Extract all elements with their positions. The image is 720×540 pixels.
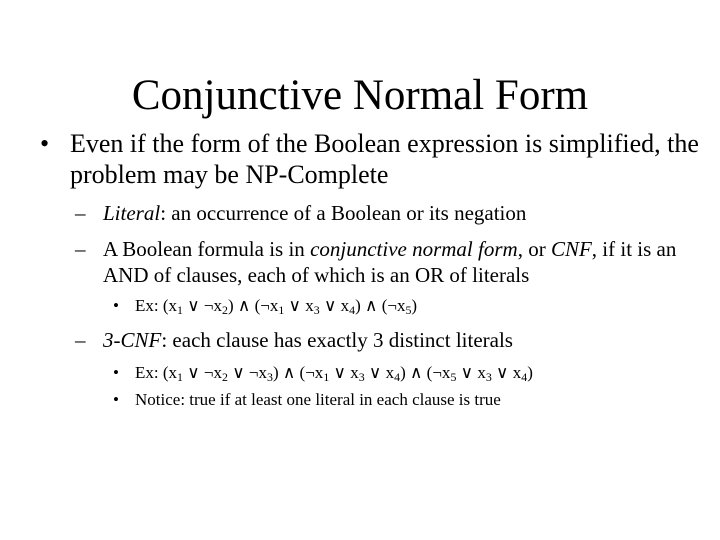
dash-marker: –	[75, 201, 86, 225]
dash-marker: –	[75, 328, 86, 352]
example-2-prefix: Ex:	[135, 363, 163, 382]
sub-bullet-marker: •	[113, 390, 119, 409]
three-cnf-definition: : each clause has exactly 3 distinct literals	[161, 328, 513, 352]
literal-item	[75, 200, 715, 226]
example-1-formula: ($x_1$ ∨ $\neg x_2$) ∧ ($\neg x_1$ ∨ $x_3$ ∨ $x_4$) ∧ $(\neg x_5)$	[162, 296, 418, 317]
literal-definition: : an occurrence of a Boolean or its negation	[160, 201, 527, 225]
cnf-item	[75, 236, 715, 288]
cnf-term-long: conjunctive normal form	[310, 237, 518, 261]
example-2-formula: ($x_1$ ∨ $\neg x_2$ ∨ $\neg x_3$) ∧ ($\neg x_1$ ∨ $x_3$ ∨ $x_4$) ∧ ($\neg x_5$ ∨ $x_3$ ∨ $x_4$)	[162, 363, 533, 384]
main-bullet	[40, 128, 700, 190]
sub-bullet-marker: •	[113, 363, 119, 382]
example-2	[113, 362, 713, 383]
cnf-text-2: , or	[517, 237, 551, 261]
example-1	[113, 295, 713, 316]
three-cnf-term: 3-CNF	[103, 328, 162, 352]
sub-bullet-marker: •	[113, 296, 119, 315]
cnf-term-short: CNF	[550, 237, 592, 261]
literal-term: Literal	[103, 201, 161, 225]
slide-title: Conjunctive Normal Form	[131, 72, 589, 119]
bullet-marker: •	[40, 129, 50, 158]
cnf-text-3: , if it is an AND of clauses, each of which is an OR of literals	[103, 237, 677, 287]
main-bullet-text: Even if the form of the Boolean expression is simplified, the problem may be NP-Complete	[70, 129, 699, 189]
dash-marker: –	[75, 237, 86, 261]
cnf-text-1: A Boolean formula is in	[103, 237, 311, 261]
notice-item	[113, 389, 713, 410]
example-1-prefix: Ex:	[135, 296, 163, 315]
three-cnf-item	[75, 327, 715, 353]
notice-text: Notice: true if at least one literal in each clause is true	[135, 390, 501, 409]
